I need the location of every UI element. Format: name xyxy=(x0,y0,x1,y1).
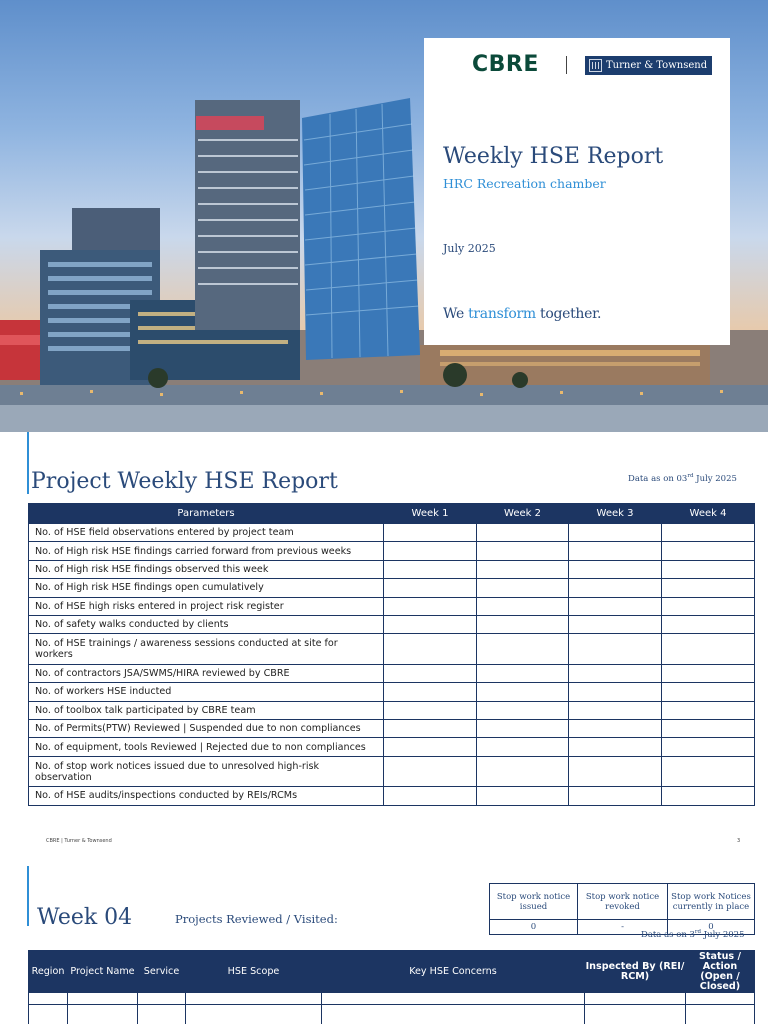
week-3-value[interactable] xyxy=(569,560,662,578)
week-4-value[interactable] xyxy=(662,542,755,560)
week-3-value[interactable] xyxy=(569,634,662,665)
table-row xyxy=(29,787,755,805)
week-3-value[interactable] xyxy=(569,738,662,756)
table-row xyxy=(29,1005,755,1024)
table-cell xyxy=(68,993,138,1005)
week-2-value[interactable] xyxy=(477,524,569,542)
table-row xyxy=(29,756,755,787)
table-cell xyxy=(29,993,68,1005)
week-4-value[interactable] xyxy=(662,524,755,542)
hse-parameters-table xyxy=(28,503,755,806)
turner-townsend-logo xyxy=(585,56,712,75)
week-3-value[interactable] xyxy=(569,524,662,542)
table-row xyxy=(29,524,755,542)
table-cell xyxy=(686,1005,755,1024)
week-2-value[interactable] xyxy=(477,579,569,597)
table-cell xyxy=(186,1005,322,1024)
week-1-value[interactable] xyxy=(384,524,477,542)
header-inspected-by: Inspected By (REI/ RCM) xyxy=(585,951,686,993)
week-3-value[interactable] xyxy=(569,701,662,719)
data-note-pre: Data as on 03 xyxy=(628,473,688,484)
week-4-value[interactable] xyxy=(662,634,755,665)
header-region: Region xyxy=(29,951,68,993)
logo-divider xyxy=(566,56,567,74)
parameter-label: No. of stop work notices issued due to unresolved high-risk observation xyxy=(29,756,384,787)
week-2-value[interactable] xyxy=(477,615,569,633)
week-data-note-pre: Data as on 3 xyxy=(641,929,695,940)
cbre-logo: CBRE xyxy=(472,52,539,77)
tagline-pre: We xyxy=(443,306,469,322)
week-data-note-sup: rd xyxy=(694,929,702,935)
data-note-post: July 2025 xyxy=(693,473,737,484)
week-1-value[interactable] xyxy=(384,615,477,633)
week-4-value[interactable] xyxy=(662,738,755,756)
table-row xyxy=(29,683,755,701)
week-1-value[interactable] xyxy=(384,720,477,738)
cover-date: July 2025 xyxy=(443,242,496,255)
parameter-label: No. of HSE field observations entered by project team xyxy=(29,524,384,542)
stop-current-value: 0 xyxy=(668,920,755,935)
stop-current-header: Stop work Notices currently in place xyxy=(668,884,755,920)
cover-subtitle: HRC Recreation chamber xyxy=(443,176,606,191)
footer-page-number: 3 xyxy=(737,838,741,844)
week-1-value[interactable] xyxy=(384,560,477,578)
parameter-label: No. of contractors JSA/SWMS/HIRA reviewed by CBRE xyxy=(29,664,384,682)
section-accent-bar xyxy=(27,432,29,494)
table-header-row xyxy=(29,504,755,524)
table-row xyxy=(29,720,755,738)
parameter-label: No. of HSE trainings / awareness sessions conducted at site for workers xyxy=(29,634,384,665)
week-3-value[interactable] xyxy=(569,579,662,597)
week-4-value[interactable] xyxy=(662,683,755,701)
tagline-highlight: transform xyxy=(468,306,536,322)
table-cell xyxy=(686,993,755,1005)
footer-brand: CBRE | Turner & Townsend xyxy=(46,838,112,844)
week-4-value[interactable] xyxy=(662,756,755,787)
header-parameters: Parameters xyxy=(29,504,384,524)
header-status-action: Status / Action (Open / Closed) xyxy=(686,951,755,993)
table-cell xyxy=(585,993,686,1005)
week-title: Week 04 xyxy=(37,905,133,930)
header-week-3: Week 3 xyxy=(569,504,662,524)
table-cell xyxy=(138,993,186,1005)
table-cell xyxy=(322,1005,585,1024)
week-1-value[interactable] xyxy=(384,738,477,756)
stop-work-table xyxy=(489,883,755,935)
table-cell xyxy=(186,993,322,1005)
week-3-value[interactable] xyxy=(569,756,662,787)
week-data-date-note xyxy=(641,929,745,940)
week-4-value[interactable] xyxy=(662,787,755,805)
week-2-value[interactable] xyxy=(477,542,569,560)
parameter-label: No. of HSE audits/inspections conducted by REIs/RCMs xyxy=(29,787,384,805)
week-3-value[interactable] xyxy=(569,720,662,738)
header-week-2: Week 2 xyxy=(477,504,569,524)
week-accent-bar xyxy=(27,866,29,926)
table-cell xyxy=(322,993,585,1005)
week-3-value[interactable] xyxy=(569,787,662,805)
week-2-value[interactable] xyxy=(477,560,569,578)
table-row xyxy=(29,615,755,633)
week-4-value[interactable] xyxy=(662,664,755,682)
parameter-label: No. of equipment, tools Reviewed | Rejected due to non compliances xyxy=(29,738,384,756)
week-3-value[interactable] xyxy=(569,615,662,633)
week-4-value[interactable] xyxy=(662,560,755,578)
week-3-value[interactable] xyxy=(569,683,662,701)
week-1-value[interactable] xyxy=(384,701,477,719)
week-1-value[interactable] xyxy=(384,683,477,701)
table-row xyxy=(29,560,755,578)
tagline-post: together. xyxy=(535,306,602,322)
projects-review-table xyxy=(28,950,755,1024)
turner-townsend-mark-icon xyxy=(589,59,602,72)
table-row xyxy=(29,701,755,719)
week-2-value[interactable] xyxy=(477,664,569,682)
parameter-label: No. of HSE high risks entered in project risk register xyxy=(29,597,384,615)
cover-title: Weekly HSE Report xyxy=(443,144,664,169)
tagline xyxy=(443,306,601,322)
header-key-hse-concerns: Key HSE Concerns xyxy=(322,951,585,993)
week-1-value[interactable] xyxy=(384,597,477,615)
parameter-label: No. of Permits(PTW) Reviewed | Suspended due to non compliances xyxy=(29,720,384,738)
week-data-note-post: July 2025 xyxy=(701,929,745,940)
stop-revoked-header: Stop work notice revoked xyxy=(578,884,668,920)
turner-townsend-logo-text: Turner & Townsend xyxy=(606,60,708,71)
header-week-4: Week 4 xyxy=(662,504,755,524)
week-4-value[interactable] xyxy=(662,720,755,738)
table-row xyxy=(29,542,755,560)
section-title: Project Weekly HSE Report xyxy=(31,469,338,494)
week-4-value[interactable] xyxy=(662,597,755,615)
table-row xyxy=(29,579,755,597)
table-cell xyxy=(68,1005,138,1024)
week-2-value[interactable] xyxy=(477,787,569,805)
week-2-value[interactable] xyxy=(477,634,569,665)
projects-reviewed-label: Projects Reviewed / Visited: xyxy=(175,912,338,926)
week-1-value[interactable] xyxy=(384,542,477,560)
parameter-label: No. of toolbox talk participated by CBRE team xyxy=(29,701,384,719)
week-4-value[interactable] xyxy=(662,615,755,633)
table-cell xyxy=(585,1005,686,1024)
stop-issued-value: 0 xyxy=(490,920,578,935)
week-1-value[interactable] xyxy=(384,634,477,665)
week-1-value[interactable] xyxy=(384,756,477,787)
week-4-value[interactable] xyxy=(662,579,755,597)
week-2-value[interactable] xyxy=(477,597,569,615)
week-2-value[interactable] xyxy=(477,720,569,738)
review-header-row xyxy=(29,951,755,993)
data-date-note xyxy=(628,473,737,484)
stop-issued-header: Stop work notice issued xyxy=(490,884,578,920)
header-service: Service xyxy=(138,951,186,993)
header-project-name: Project Name xyxy=(68,951,138,993)
header-week-1: Week 1 xyxy=(384,504,477,524)
table-row xyxy=(29,738,755,756)
week-3-value[interactable] xyxy=(569,542,662,560)
week-2-value[interactable] xyxy=(477,738,569,756)
parameter-label: No. of safety walks conducted by clients xyxy=(29,615,384,633)
week-3-value[interactable] xyxy=(569,597,662,615)
week-3-value[interactable] xyxy=(569,664,662,682)
parameter-label: No. of High risk HSE findings carried forward from previous weeks xyxy=(29,542,384,560)
week-2-value[interactable] xyxy=(477,701,569,719)
data-note-sup: rd xyxy=(687,473,694,479)
week-2-value[interactable] xyxy=(477,756,569,787)
parameter-label: No. of workers HSE inducted xyxy=(29,683,384,701)
table-cell xyxy=(29,1005,68,1024)
week-1-value[interactable] xyxy=(384,579,477,597)
week-1-value[interactable] xyxy=(384,787,477,805)
parameter-label: No. of High risk HSE findings observed this week xyxy=(29,560,384,578)
table-row xyxy=(29,664,755,682)
parameter-label: No. of High risk HSE findings open cumulatively xyxy=(29,579,384,597)
table-row xyxy=(29,597,755,615)
cover-image xyxy=(0,0,768,432)
table-cell xyxy=(138,1005,186,1024)
header-hse-scope: HSE Scope xyxy=(186,951,322,993)
stop-work-header-row xyxy=(490,884,755,920)
week-2-value[interactable] xyxy=(477,683,569,701)
week-4-value[interactable] xyxy=(662,701,755,719)
week-1-value[interactable] xyxy=(384,664,477,682)
table-row xyxy=(29,993,755,1005)
cover-card xyxy=(424,38,730,345)
stop-revoked-value: - xyxy=(578,920,668,935)
table-row xyxy=(29,634,755,665)
